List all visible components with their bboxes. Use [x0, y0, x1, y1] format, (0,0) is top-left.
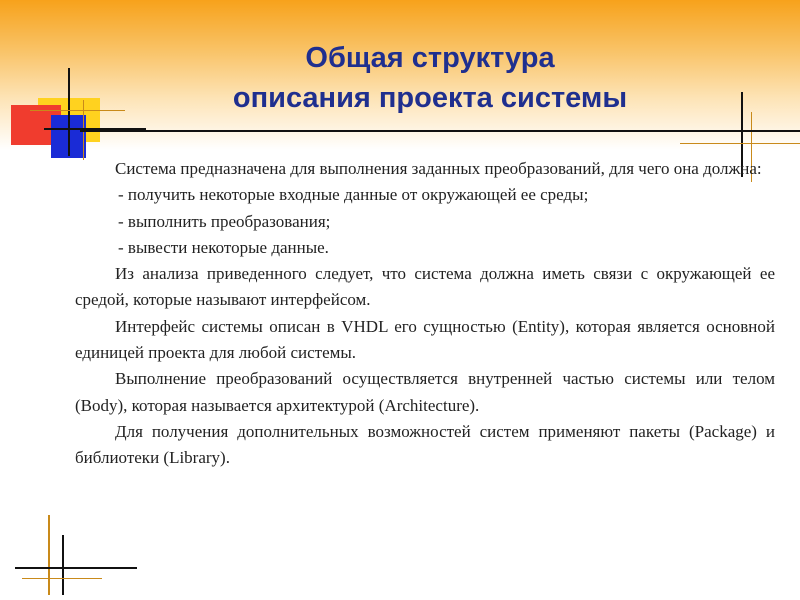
- decor-line-horizontal: [22, 578, 102, 579]
- paragraph: Для получения дополнительных возможностей систем применяют пакеты (Package) и библиотеки (Library).: [75, 421, 775, 468]
- list-item: - получить некоторые входные данные от окружающей ее среды;: [118, 185, 589, 205]
- decor-line-horizontal: [30, 110, 125, 111]
- paragraph: Интерфейс системы описан в VHDL его сущностью (Entity), которая является основной единицей проекта для любой системы.: [75, 316, 775, 363]
- paragraph: Система предназначена для выполнения заданных преобразований, для чего она должна:: [115, 159, 762, 178]
- decor-line-vertical: [62, 535, 64, 595]
- slide-body: [75, 156, 775, 472]
- list-item: - выполнить преобразования;: [118, 211, 331, 231]
- slide-title-line-2: описания проекта системы: [232, 82, 628, 114]
- slide-title-line-1: Общая структура: [305, 42, 555, 74]
- paragraph: Выполнение преобразований осуществляется внутренней частью системы или телом (Body), которая называется архитектурой (Architecture).: [75, 369, 775, 415]
- decor-line-horizontal: [80, 130, 800, 132]
- decor-line-horizontal: [15, 567, 137, 569]
- paragraph: Из анализа приведенного следует, что система должна иметь связи с окружающей ее средой, которые называют интерфейсом.: [75, 264, 775, 310]
- list-item: - вывести некоторые данные.: [118, 237, 329, 257]
- decor-line-vertical: [48, 515, 50, 595]
- slide-title: [150, 38, 710, 118]
- decor-line-horizontal: [680, 143, 800, 144]
- decor-line-vertical: [68, 68, 70, 156]
